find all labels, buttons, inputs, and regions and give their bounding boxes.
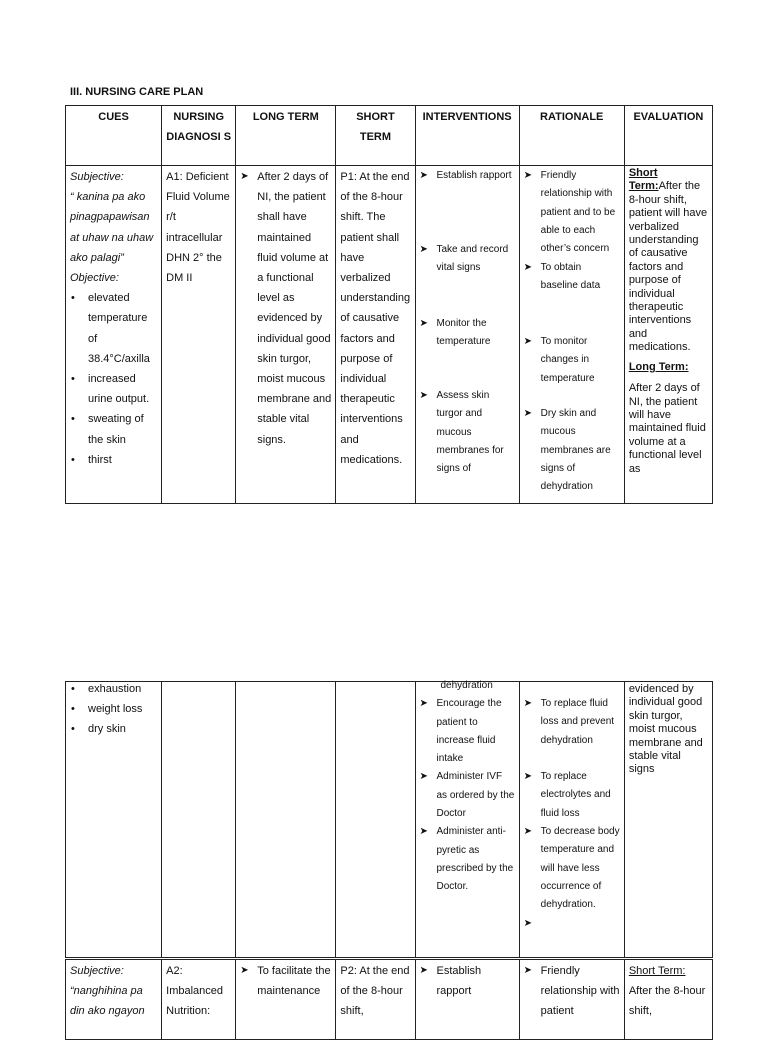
arrow-bullet-icon: ➤ bbox=[523, 771, 533, 782]
rationale-text: Friendly relationship with patient bbox=[540, 965, 620, 1018]
diagnosis-cell: A1: Deficient Fluid Volume r/t intracellular DHN 2° the DM II bbox=[162, 166, 236, 504]
nursing-care-plan-table-continued bbox=[65, 681, 713, 958]
objective-list bbox=[70, 288, 157, 470]
list-item: • thirst bbox=[70, 450, 157, 470]
header-short-term: SHORT TERM bbox=[336, 106, 415, 166]
arrow-bullet-icon: ➤ bbox=[419, 698, 428, 710]
rationale-text: To monitor changes in temperature bbox=[540, 336, 595, 384]
arrow-bullet-icon: ➤ bbox=[419, 318, 428, 329]
intervention-continued: dehydration bbox=[440, 680, 493, 691]
list-item bbox=[420, 768, 515, 823]
arrow-bullet-icon: ➤ bbox=[523, 262, 533, 273]
short-term-cell: P1: At the end of the 8-hour shift. The patient shall have verbalized understanding of causative factors and purpose of individual therapeutic interventions and medications. bbox=[336, 166, 415, 504]
arrow-bullet-icon: ➤ bbox=[419, 771, 428, 783]
arrow-bullet-icon: ➤ bbox=[240, 171, 249, 182]
long-term-cell bbox=[236, 960, 336, 1040]
list-item bbox=[420, 167, 515, 241]
arrow-bullet-icon: ➤ bbox=[523, 336, 533, 347]
rationale-cell bbox=[519, 960, 624, 1040]
eval-short-text: After the 8-hour shift, patient will have verbalized understanding of causative factors and purpose of individual therapeutic interventions and medications. bbox=[628, 180, 708, 354]
long-term-cell bbox=[236, 682, 336, 958]
list-item: • elevated temperature of 38.4°C/axilla bbox=[70, 288, 157, 369]
header-evaluation: EVALUATION bbox=[624, 106, 712, 166]
intervention-text: Take and record vital signs bbox=[436, 244, 509, 274]
header-diagnosis: NURSING DIAGNOSI S bbox=[162, 106, 236, 166]
nursing-care-plan-table bbox=[65, 105, 713, 504]
intervention-text: Encourage the patient to increase fluid intake bbox=[436, 698, 502, 765]
arrow-bullet-icon: ➤ bbox=[523, 826, 533, 837]
list-item: • weight loss bbox=[70, 699, 157, 719]
rationale-cell bbox=[519, 682, 624, 958]
arrow-bullet-icon: ➤ bbox=[419, 170, 428, 181]
arrow-bullet-icon: ➤ bbox=[523, 698, 533, 709]
cues-cell bbox=[66, 682, 162, 958]
subjective-quote: “ kanina pa ako pinagpapawisan at uhaw na uhaw ako palagi” bbox=[70, 191, 154, 264]
intervention-text: Establish rapport bbox=[436, 965, 482, 998]
subjective-label: Subjective: bbox=[70, 965, 124, 977]
rationale-text: Dry skin and mucous membranes are signs of dehydration bbox=[540, 408, 611, 493]
rationale-text: To obtain baseline data bbox=[540, 262, 601, 292]
header-interventions: INTERVENTIONS bbox=[415, 106, 519, 166]
interventions-cell bbox=[415, 166, 519, 504]
objective-label: Objective: bbox=[70, 272, 119, 285]
list-item bbox=[524, 259, 620, 333]
eval-long-label: Long Term: bbox=[628, 360, 689, 373]
rationale-cell bbox=[519, 166, 624, 504]
header-long-term: LONG TERM bbox=[236, 106, 336, 166]
list-item bbox=[524, 823, 620, 915]
list-item bbox=[240, 961, 331, 1001]
subjective-label: Subjective: bbox=[70, 171, 124, 183]
list-item: • sweating of the skin bbox=[70, 409, 157, 449]
rationale-text: Friendly relationship with patient and to be able to each other’s concern bbox=[540, 170, 616, 255]
list-item bbox=[524, 405, 620, 496]
header-rationale: RATIONALE bbox=[519, 106, 624, 166]
eval-long-text: After 2 days of NI, the patient will have maintained fluid volume at a functional level as bbox=[628, 382, 706, 475]
arrow-bullet-icon: ➤ bbox=[419, 965, 428, 976]
intervention-text: Assess skin turgor and mucous membranes for signs of bbox=[436, 390, 504, 475]
list-item bbox=[420, 961, 515, 1001]
intervention-text: Administer IVF as ordered by the Doctor bbox=[436, 771, 515, 819]
list-item: • increased urine output. bbox=[70, 369, 157, 409]
list-item: • dry skin bbox=[70, 719, 157, 739]
list-item bbox=[420, 241, 515, 315]
evaluation-cell bbox=[624, 960, 712, 1040]
list-item bbox=[524, 695, 620, 768]
eval-short-label: Short Term: bbox=[628, 965, 686, 977]
list-item bbox=[420, 823, 515, 896]
rationale-text: To replace electrolytes and fluid loss bbox=[540, 771, 611, 819]
list-item bbox=[524, 333, 620, 405]
intervention-text: Establish rapport bbox=[436, 170, 512, 181]
list-item bbox=[420, 315, 515, 387]
diagnosis-cell bbox=[162, 682, 236, 958]
arrow-bullet-icon: ➤ bbox=[240, 965, 249, 976]
page-heading: III. NURSING CARE PLAN bbox=[70, 86, 204, 98]
subjective-quote: “nanghihina pa din ako ngayon bbox=[70, 985, 145, 1018]
rationale-text: To decrease body temperature and will have less occurrence of dehydration. bbox=[540, 826, 620, 911]
arrow-bullet-icon: ➤ bbox=[523, 965, 533, 976]
header-cues: CUES bbox=[66, 106, 162, 166]
list-item bbox=[420, 695, 515, 768]
evaluation-cell bbox=[624, 166, 712, 504]
short-term-cell bbox=[336, 682, 415, 958]
list-item bbox=[420, 387, 515, 478]
interventions-cell bbox=[415, 960, 519, 1040]
eval-short-label: Short Term: bbox=[628, 167, 659, 193]
list-item bbox=[240, 167, 331, 450]
list-item bbox=[524, 768, 620, 823]
long-term-text: After 2 days of NI, the patient shall have maintained fluid volume at a functional level as evidenced by individual good skin turgor, moist mucous membrane and stable vital signs. bbox=[257, 171, 332, 446]
cues-cell bbox=[66, 166, 162, 504]
list-item bbox=[524, 961, 620, 1022]
evaluation-cell: evidenced by individual good skin turgor, moist mucous membrane and stable vital signs bbox=[624, 682, 712, 958]
arrow-bullet-icon: ➤ bbox=[523, 170, 533, 181]
short-term-cell: P2: At the end of the 8-hour shift, bbox=[336, 960, 415, 1040]
arrow-bullet-icon: ➤ bbox=[523, 918, 533, 929]
long-term-text: To facilitate the maintenance bbox=[257, 965, 331, 998]
arrow-bullet-icon: ➤ bbox=[419, 826, 428, 838]
eval-short-text: After the 8-hour shift, bbox=[628, 985, 706, 1018]
diagnosis-cell: A2: Imbalanced Nutrition: bbox=[162, 960, 236, 1040]
nursing-care-plan-next-row bbox=[65, 959, 713, 1040]
arrow-bullet-icon: ➤ bbox=[523, 408, 533, 419]
intervention-text: Administer anti-pyretic as prescribed by the Doctor. bbox=[436, 826, 514, 893]
rationale-text: To replace fluid loss and prevent dehydration bbox=[540, 698, 615, 746]
list-item: • exhaustion bbox=[70, 679, 157, 699]
interventions-cell bbox=[415, 682, 519, 958]
list-item bbox=[524, 167, 620, 259]
long-term-cell bbox=[236, 166, 336, 504]
cues-cell bbox=[66, 960, 162, 1040]
arrow-bullet-icon: ➤ bbox=[419, 244, 428, 255]
arrow-bullet-icon: ➤ bbox=[419, 390, 428, 401]
intervention-text: Monitor the temperature bbox=[436, 318, 491, 348]
